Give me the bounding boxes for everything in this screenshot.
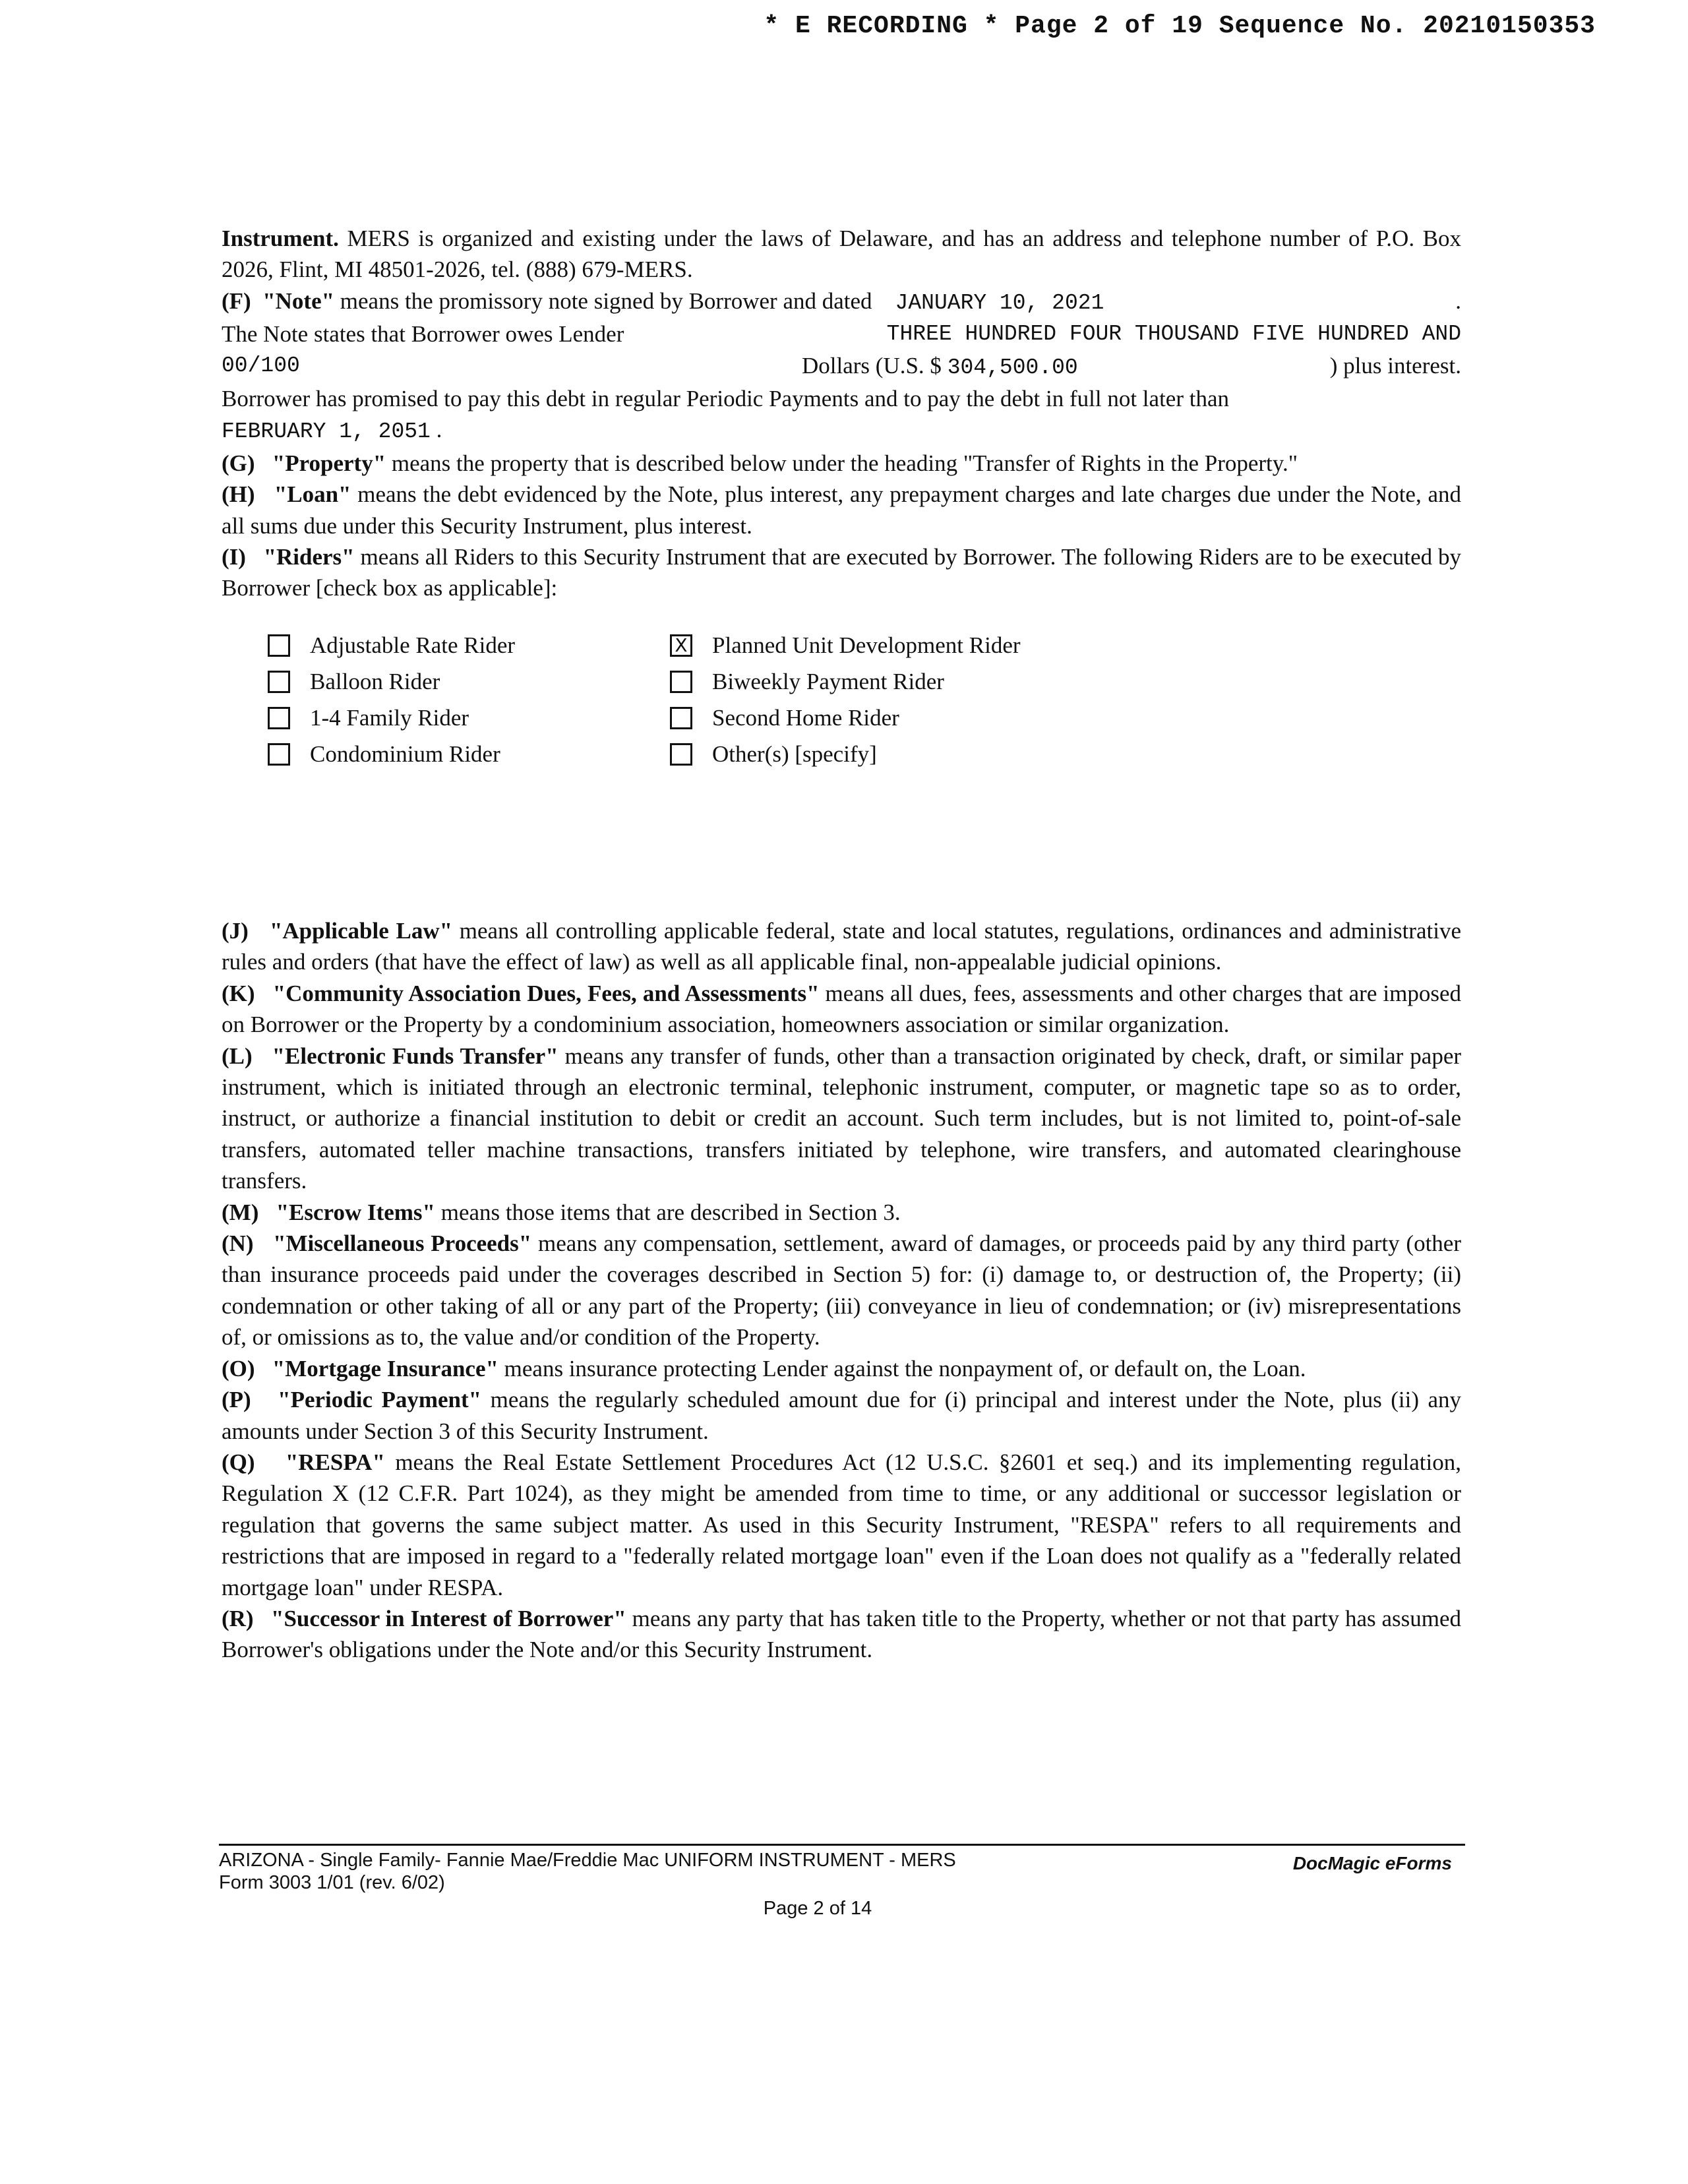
rider-label: 1-4 Family Rider <box>310 705 469 731</box>
def-f-text: means the promissory note signed by Borrower and dated <box>334 288 872 314</box>
def-g <box>222 448 1461 479</box>
def-term: "Miscellaneous Proceeds" <box>273 1230 532 1257</box>
recording-header: * E RECORDING * Page 2 of 19 Sequence No. 20210150353 <box>764 12 1596 40</box>
def-o <box>222 1353 1461 1384</box>
def-g-label: (G) <box>222 450 255 476</box>
def-f-label: (F) <box>222 288 251 314</box>
checkbox[interactable] <box>268 743 290 766</box>
def-g-term: "Property" <box>272 450 386 476</box>
checkbox[interactable] <box>670 743 692 766</box>
def-i <box>222 541 1461 604</box>
maturity-date: FEBRUARY 1, 2051 <box>222 419 431 444</box>
def-text: means any compensation, settlement, award of damages, or proceeds paid by any third party (other than insurance proceeds paid under the coverages described in Section 5) for: (i) damage to, or destruction of, the Property; (ii) condemnation or other taking of all or any part of the Property; (iii) conveyance in lieu of condemnation; or (iv) misrepresentations of, or omissions as to, the value and/or condition of the Property. <box>222 1230 1461 1350</box>
docmagic-logo: DocMagic eForms <box>1292 1853 1452 1873</box>
def-h <box>222 479 1461 541</box>
def-term: "Successor in Interest of Borrower" <box>271 1605 626 1631</box>
rider-label: Second Home Rider <box>712 705 899 731</box>
def-m <box>222 1197 1461 1228</box>
def-j <box>222 915 1461 978</box>
checkbox[interactable] <box>268 707 290 729</box>
amount-words-2: 00/100 <box>222 353 300 378</box>
promise-paragraph <box>222 383 1461 448</box>
def-text: means the Real Estate Settlement Procedures Act (12 U.S.C. §2601 et seq.) and its implementing regulation, Regulation X (12 C.F.R. Part 1024), as they might be amended from time to time, or any additional or successor legislation or regulation that governs the same subject matter. As used in this Security Instrument, "RESPA" refers to all requirements and restrictions that are imposed in regard to a "federally related mortgage loan" even if the Loan does not qualify as a "federally related mortgage loan" under RESPA. <box>222 1449 1462 1600</box>
rider-label: Other(s) [specify] <box>712 741 877 767</box>
def-i-label: (I) <box>222 544 246 570</box>
def-k <box>222 978 1461 1041</box>
plus-interest-text: ) plus interest. <box>1329 352 1461 379</box>
def-l <box>222 1041 1461 1197</box>
def-n <box>222 1228 1461 1353</box>
checkbox[interactable] <box>670 671 692 693</box>
def-label: (K) <box>222 980 255 1006</box>
def-term: "Escrow Items" <box>276 1199 435 1225</box>
dollars-line <box>222 350 1461 383</box>
def-r <box>222 1603 1461 1666</box>
definitions-top <box>222 223 1461 604</box>
def-h-text: means the debt evidenced by the Note, plus interest, any prepayment charges and late charges due under the Note, and all sums due under this Security Instrument, plus interest. <box>222 481 1461 539</box>
def-label: (M) <box>222 1199 259 1225</box>
page-number: Page 2 of 14 <box>763 1898 872 1919</box>
def-label: (R) <box>222 1605 254 1631</box>
def-term: "RESPA" <box>285 1449 385 1475</box>
def-term: "Mortgage Insurance" <box>272 1355 498 1381</box>
def-label: (L) <box>222 1043 253 1069</box>
instrument-text: MERS is organized and existing under the laws of Delaware, and has an address and telephone number of P.O. Box 2026, Flint, MI 48501-2026, tel. (888) 679-MERS. <box>222 226 1461 283</box>
def-text: means those items that are described in Section 3. <box>435 1199 901 1225</box>
maturity-end: . <box>436 417 442 443</box>
rider-item[interactable] <box>268 630 670 661</box>
form-number: Form 3003 1/01 (rev. 6/02) <box>219 1872 445 1893</box>
def-label: (N) <box>222 1230 254 1257</box>
def-h-term: "Loan" <box>274 481 351 508</box>
rider-item[interactable] <box>268 702 670 733</box>
rider-item[interactable] <box>268 739 670 770</box>
def-i-text: means all Riders to this Security Instrument that are executed by Borrower. The following Riders are to be executed by Borrower [check box as applicable]: <box>222 544 1462 601</box>
rider-label: Planned Unit Development Rider <box>712 632 1021 658</box>
rider-label: Biweekly Payment Rider <box>712 669 944 694</box>
footer-divider <box>219 1844 1465 1846</box>
def-label: (P) <box>222 1387 251 1413</box>
def-p <box>222 1384 1461 1447</box>
rider-item[interactable] <box>670 702 1131 733</box>
def-text: means all controlling applicable federal, state and local statutes, regulations, ordinances and administrative rules and orders (that have the effect of law) as well as all applicable final, non-appealable judicial opinions. <box>222 918 1461 975</box>
rider-item[interactable] <box>670 739 1131 770</box>
def-text: means any party that has taken title to the Property, whether or not that party has assumed Borrower's obligations under the Note and/or this Security Instrument. <box>222 1605 1461 1663</box>
rider-label: Balloon Rider <box>310 669 440 694</box>
note-states-text: The Note states that Borrower owes Lender <box>222 321 624 348</box>
note-date: JANUARY 10, 2021 <box>895 290 1104 315</box>
def-text: means any transfer of funds, other than a transaction originated by check, draft, or similar paper instrument, which is initiated through an electronic terminal, telephonic instrument, computer, or magnetic tape so as to order, instruct, or authorize a financial institution to debit or credit an account. Such term includes, but is not limited to, point-of-sale transfers, automated teller machine transactions, transfers initiated by telephone, wire transfers, and automated clearinghouse transfers. <box>222 1043 1462 1194</box>
note-amount-line <box>222 318 1461 349</box>
note-definition-line <box>222 286 1461 318</box>
form-title: ARIZONA - Single Family- Fannie Mae/Freddie Mac UNIFORM INSTRUMENT - MERS <box>219 1850 956 1871</box>
def-i-term: "Riders" <box>263 544 355 570</box>
checkbox[interactable] <box>268 671 290 693</box>
rider-label: Condominium Rider <box>310 741 500 767</box>
rider-label: Adjustable Rate Rider <box>310 632 516 658</box>
checkbox[interactable] <box>268 634 290 657</box>
def-f-term: "Note" <box>262 288 335 314</box>
amount-number: 304,500.00 <box>947 355 1078 380</box>
rider-item[interactable] <box>670 630 1131 661</box>
def-g-text: means the property that is described below under the heading "Transfer of Rights in the Property." <box>386 450 1298 476</box>
form-identifier <box>219 1849 956 1894</box>
def-text: means the regularly scheduled amount due for (i) principal and interest under the Note, plus (ii) any amounts under Section 3 of this Security Instrument. <box>222 1387 1462 1444</box>
def-term: "Applicable Law" <box>269 918 453 944</box>
checkbox[interactable] <box>670 707 692 729</box>
rider-checklist <box>268 630 1131 770</box>
def-label: (Q) <box>222 1449 255 1475</box>
def-label: (O) <box>222 1355 255 1381</box>
rider-item[interactable] <box>268 666 670 697</box>
def-text: means insurance protecting Lender against the nonpayment of, or default on, the Loan. <box>498 1355 1306 1381</box>
def-q <box>222 1447 1461 1603</box>
promise-text: Borrower has promised to pay this debt in regular Periodic Payments and to pay the debt in full not later than <box>222 386 1229 412</box>
def-term: "Community Association Dues, Fees, and Assessments" <box>272 980 820 1006</box>
def-term: "Electronic Funds Transfer" <box>272 1043 558 1069</box>
rider-item[interactable] <box>670 666 1131 697</box>
def-term: "Periodic Payment" <box>278 1387 482 1413</box>
def-h-label: (H) <box>222 481 255 508</box>
dollars-prefix: Dollars (U.S. $ <box>802 352 942 379</box>
def-text: means all dues, fees, assessments and other charges that are imposed on Borrower or the Property by a condominium association, homeowners association or similar organization. <box>222 980 1462 1038</box>
def-label: (J) <box>222 918 249 944</box>
note-date-end: . <box>1455 288 1461 314</box>
checkbox-checked[interactable]: X <box>670 634 692 657</box>
definitions-bottom <box>222 915 1461 1666</box>
amount-words-1: THREE HUNDRED FOUR THOUSAND FIVE HUNDRED AND <box>886 322 1461 347</box>
instrument-paragraph <box>222 223 1461 286</box>
instrument-term: Instrument. <box>222 226 339 251</box>
